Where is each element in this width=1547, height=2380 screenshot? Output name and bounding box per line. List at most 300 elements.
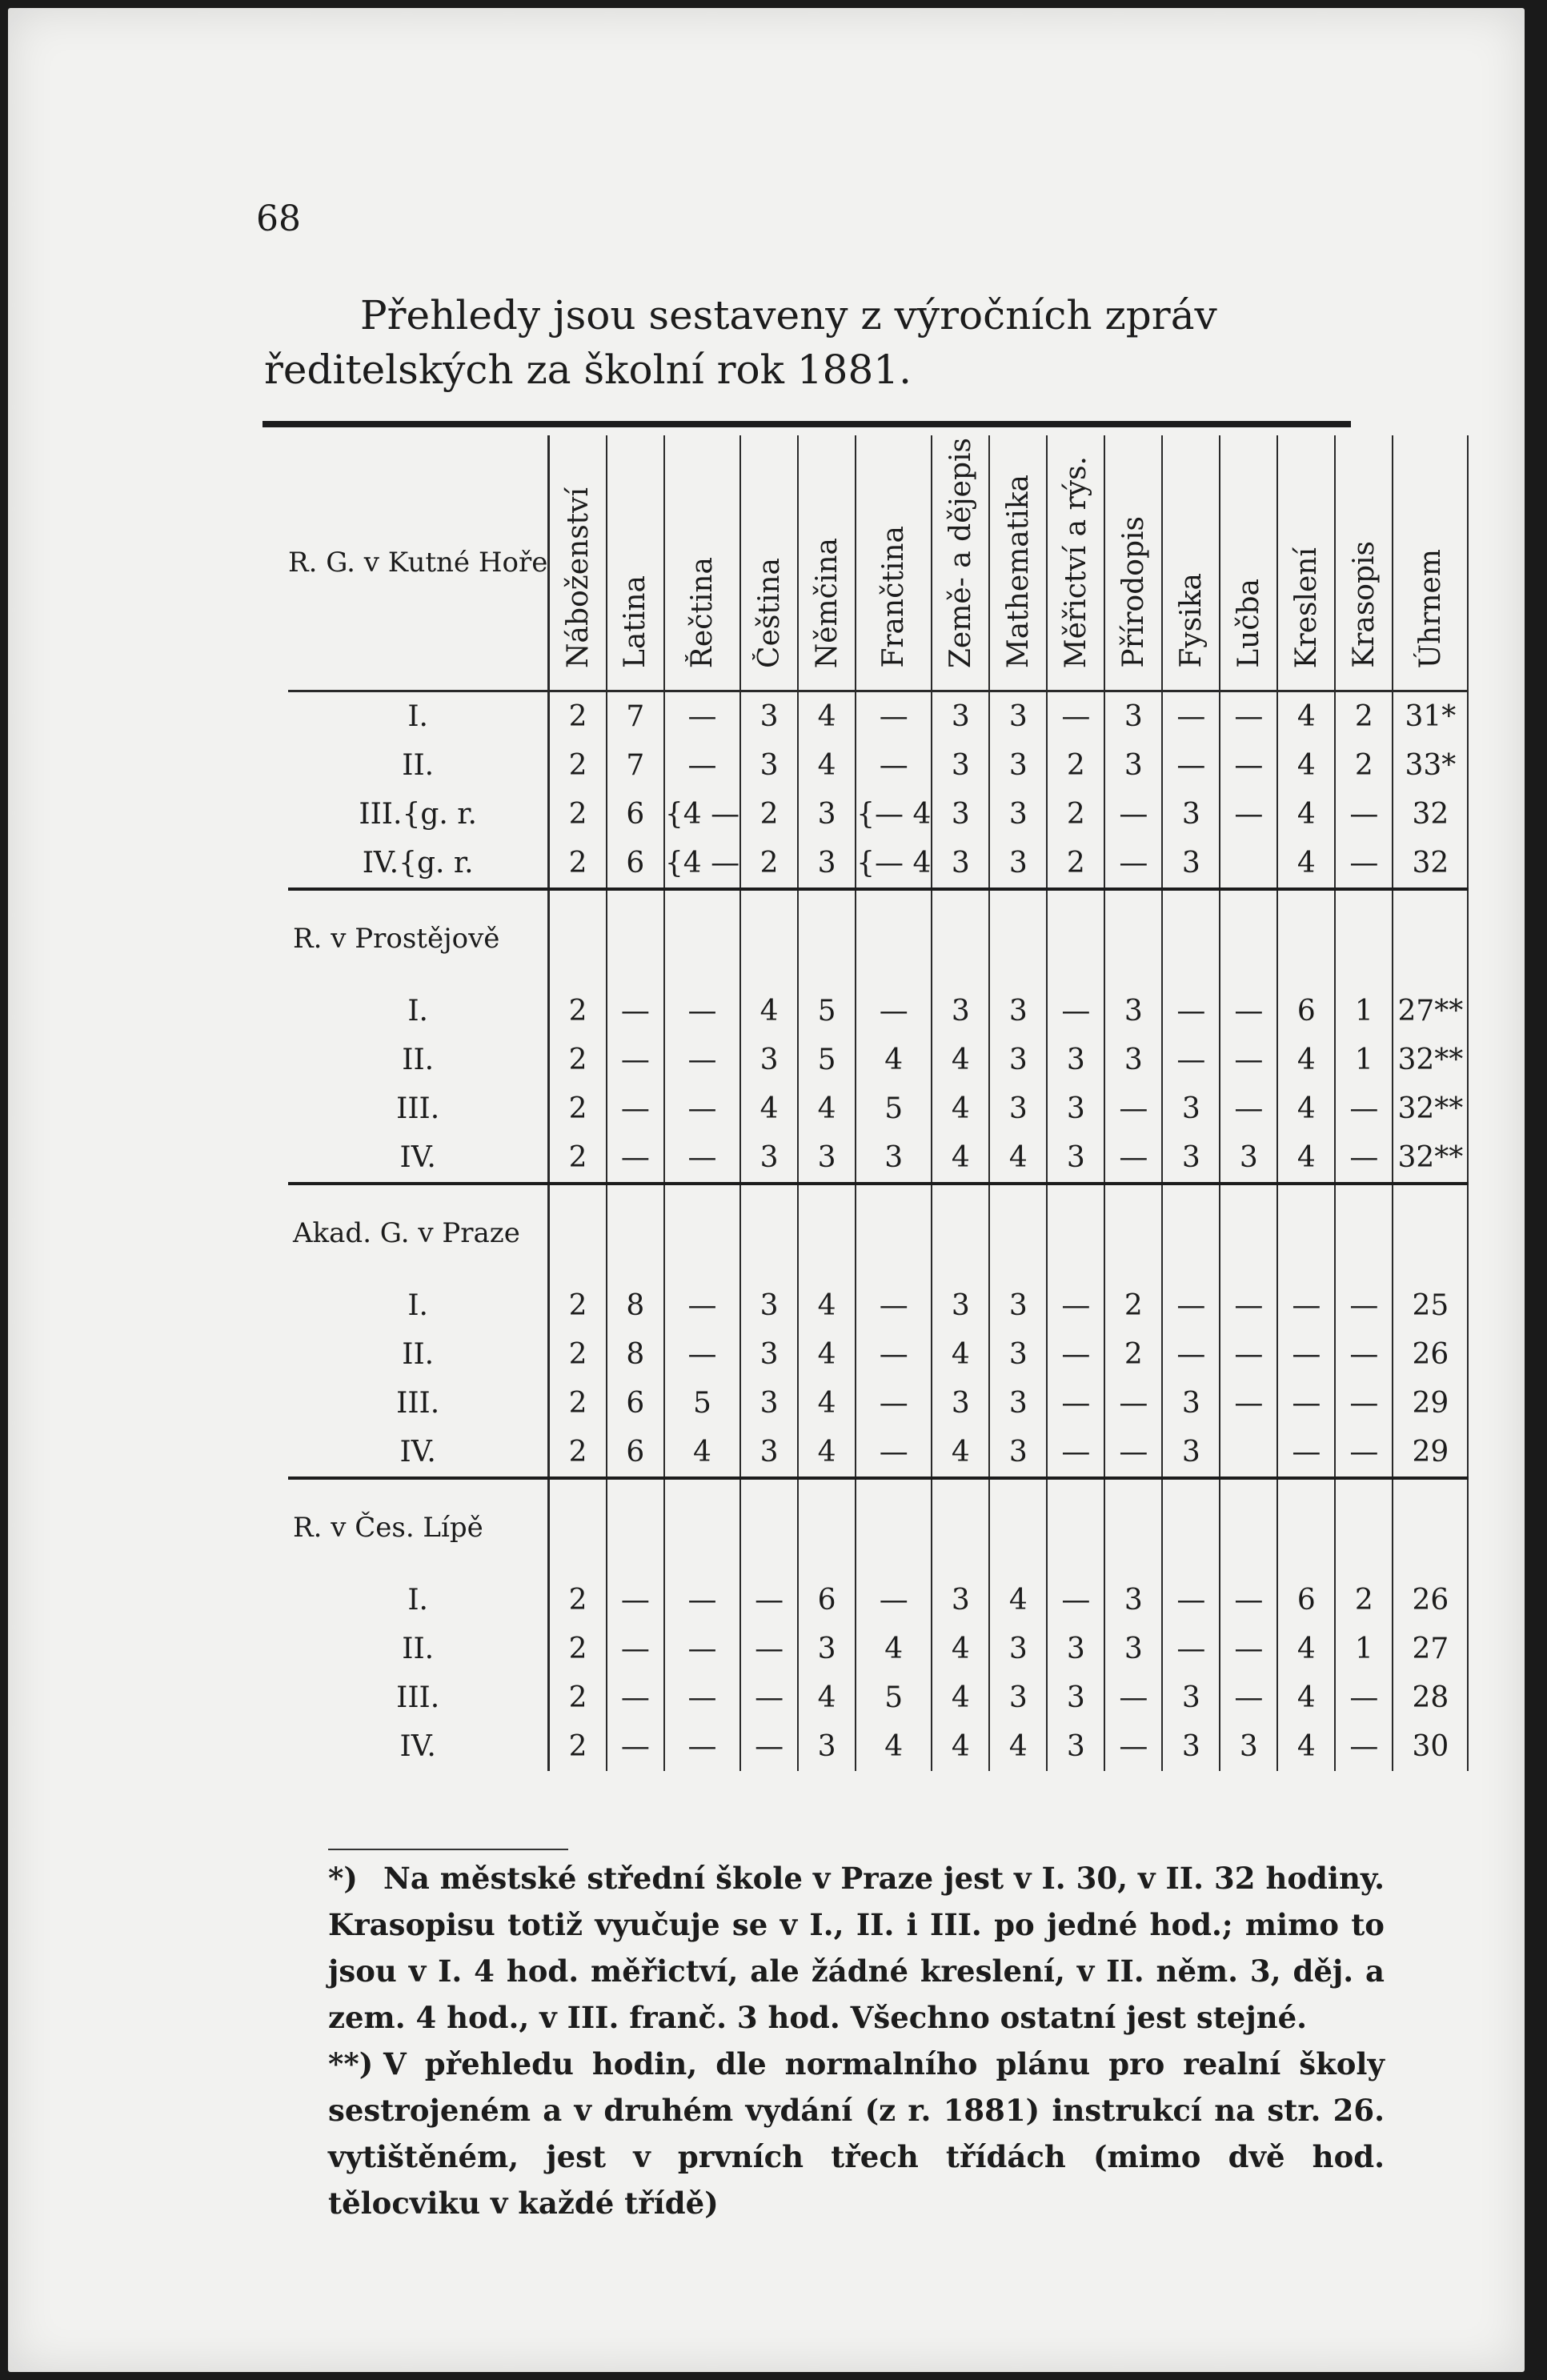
row-label: II. xyxy=(288,1625,549,1673)
col-header: Čeština xyxy=(740,435,798,691)
table-row xyxy=(288,1428,1468,1478)
table-cell: 4 xyxy=(856,1036,932,1084)
table-cell: 5 xyxy=(856,1673,932,1722)
table-cell: 4 xyxy=(798,1330,856,1379)
table-cell: 3 xyxy=(740,1379,798,1428)
group-name: R. v Čes. Lípě xyxy=(288,1478,549,1576)
intro-paragraph: Přehledy jsou sestaveny z výročních zpráv ředitelských za školní rok 1881. xyxy=(264,292,1217,393)
table-cell: — xyxy=(1104,790,1162,839)
table-row xyxy=(288,1133,1468,1184)
table-cell: 26 xyxy=(1393,1330,1468,1379)
table-cell: — xyxy=(1335,1673,1393,1722)
table-cell: 3 xyxy=(1047,1036,1104,1084)
table-cell: — xyxy=(1220,691,1277,742)
table-cell: 3 xyxy=(932,1576,989,1625)
table-cell: 4 xyxy=(798,741,856,790)
table-cell: — xyxy=(1104,1673,1162,1722)
table-cell: 32** xyxy=(1393,1133,1468,1184)
table-row xyxy=(288,1576,1468,1625)
table-cell: 3 xyxy=(740,1281,798,1330)
empty-cell xyxy=(856,1184,932,1281)
table-cell: 3 xyxy=(989,1625,1047,1673)
footnote-mark: **) xyxy=(328,2046,374,2081)
footnote xyxy=(328,1855,1385,2041)
table-cell: {— 4 xyxy=(856,839,932,889)
table-cell: 4 xyxy=(1277,1722,1335,1771)
empty-cell xyxy=(989,1478,1047,1576)
group-name: Akad. G. v Praze xyxy=(288,1184,549,1281)
timetable-table xyxy=(288,435,1469,1771)
table-row xyxy=(288,1330,1468,1379)
col-header: Mathematika xyxy=(989,435,1047,691)
table-cell: — xyxy=(664,1036,740,1084)
table-cell: 6 xyxy=(798,1576,856,1625)
table-cell: 5 xyxy=(856,1084,932,1133)
empty-cell xyxy=(932,1184,989,1281)
table-cell: — xyxy=(1220,1281,1277,1330)
table-cell: 2 xyxy=(549,1084,607,1133)
empty-cell xyxy=(1104,889,1162,987)
table-cell: — xyxy=(664,1722,740,1771)
table-cell: 3 xyxy=(1104,691,1162,742)
table-cell: — xyxy=(1104,1428,1162,1478)
empty-cell xyxy=(1047,1478,1104,1576)
table-cell: — xyxy=(1104,1133,1162,1184)
empty-cell xyxy=(664,889,740,987)
table-cell: — xyxy=(1162,987,1220,1036)
table-cell: 32** xyxy=(1393,1036,1468,1084)
table-cell: 4 xyxy=(798,1281,856,1330)
empty-cell xyxy=(1277,1478,1335,1576)
empty-cell xyxy=(932,1478,989,1576)
table-row xyxy=(288,691,1468,742)
empty-cell xyxy=(1047,1184,1104,1281)
table-cell: 3 xyxy=(1162,1722,1220,1771)
row-label: IV. xyxy=(288,1722,549,1771)
table-cell: 2 xyxy=(549,987,607,1036)
table-cell: 6 xyxy=(1277,987,1335,1036)
table-cell: 3 xyxy=(932,839,989,889)
table-cell: 3 xyxy=(932,1281,989,1330)
empty-cell xyxy=(740,1184,798,1281)
table-cell: 3 xyxy=(989,741,1047,790)
table-cell: 3 xyxy=(1104,987,1162,1036)
table-cell: — xyxy=(1335,1281,1393,1330)
table-cell: 2 xyxy=(1047,839,1104,889)
empty-cell xyxy=(1220,889,1277,987)
table-cell: 3 xyxy=(1047,1673,1104,1722)
table-cell: 2 xyxy=(549,1036,607,1084)
empty-cell xyxy=(740,1478,798,1576)
table-cell: 3 xyxy=(989,1036,1047,1084)
empty-cell xyxy=(989,889,1047,987)
empty-cell xyxy=(1162,1184,1220,1281)
table-cell: 2 xyxy=(549,790,607,839)
table-cell: — xyxy=(1162,1330,1220,1379)
table-cell: — xyxy=(1047,1428,1104,1478)
row-label: II. xyxy=(288,1036,549,1084)
table-cell: 3 xyxy=(1220,1722,1277,1771)
table-cell: 3 xyxy=(1104,741,1162,790)
table-cell: 7 xyxy=(607,691,664,742)
table-cell: 3 xyxy=(740,691,798,742)
row-label: II. xyxy=(288,741,549,790)
group-name: R. v Prostějově xyxy=(288,889,549,987)
col-header: Kreslení xyxy=(1277,435,1335,691)
table-cell: 2 xyxy=(549,1379,607,1428)
col-header: Krasopis xyxy=(1335,435,1393,691)
table-cell: 2 xyxy=(549,1673,607,1722)
table-cell: — xyxy=(607,1084,664,1133)
table-cell: 1 xyxy=(1335,987,1393,1036)
table-cell: 4 xyxy=(932,1722,989,1771)
table-cell: — xyxy=(1162,1281,1220,1330)
table-cell: 3 xyxy=(1162,1133,1220,1184)
table-cell: 3 xyxy=(740,741,798,790)
footnote xyxy=(328,2041,1385,2226)
table-cell: — xyxy=(1277,1281,1335,1330)
table-cell: 3 xyxy=(740,1428,798,1478)
col-header: Latina xyxy=(607,435,664,691)
table-cell: 3 xyxy=(856,1133,932,1184)
empty-cell xyxy=(1162,1478,1220,1576)
table-cell: 6 xyxy=(607,790,664,839)
table-cell: — xyxy=(1047,1281,1104,1330)
table-cell: — xyxy=(607,1576,664,1625)
col-header: Lučba xyxy=(1220,435,1277,691)
table-cell: 4 xyxy=(1277,1133,1335,1184)
table-cell: — xyxy=(1335,1379,1393,1428)
table-cell: 2 xyxy=(549,1625,607,1673)
col-header: Němčina xyxy=(798,435,856,691)
empty-cell xyxy=(932,889,989,987)
table-cell: 2 xyxy=(740,790,798,839)
table-cell: 3 xyxy=(989,1330,1047,1379)
table-cell: — xyxy=(607,987,664,1036)
table-cell: 2 xyxy=(549,741,607,790)
col-header: Náboženství xyxy=(549,435,607,691)
empty-cell xyxy=(607,889,664,987)
table-cell: — xyxy=(664,1576,740,1625)
col-header: Řečtina xyxy=(664,435,740,691)
row-label: III. xyxy=(288,1379,549,1428)
table-cell: 4 xyxy=(1277,1625,1335,1673)
table-cell: 4 xyxy=(1277,691,1335,742)
empty-cell xyxy=(1220,1184,1277,1281)
table-cell: 4 xyxy=(989,1722,1047,1771)
empty-cell xyxy=(1393,889,1468,987)
footnote-text: Na městské střední škole v Praze jest v I. 30, v II. 32 hodiny. Krasopisu totiž vyučuje se v I., II. i III. po jedné hod.; mimo to jsou v I. 4 hod. měřictví, ale žádné kreslení, v II. něm. 3, děj. a zem. 4 hod., v III. franč. 3 hod. Všechno ostatní jest stejné. xyxy=(328,1861,1385,2035)
table-cell: — xyxy=(1335,1133,1393,1184)
table-cell: 3 xyxy=(1162,839,1220,889)
table-cell: 5 xyxy=(798,987,856,1036)
table-cell: 7 xyxy=(607,741,664,790)
table-cell: — xyxy=(1277,1330,1335,1379)
table-cell: — xyxy=(1047,691,1104,742)
table-cell: 29 xyxy=(1393,1379,1468,1428)
table-cell: 4 xyxy=(932,1036,989,1084)
table-cell: 5 xyxy=(798,1036,856,1084)
table-cell: — xyxy=(664,741,740,790)
table-cell: 8 xyxy=(607,1330,664,1379)
table-cell: — xyxy=(1220,790,1277,839)
table-cell: — xyxy=(1162,1036,1220,1084)
table-cell: 3 xyxy=(798,839,856,889)
empty-cell xyxy=(664,1478,740,1576)
empty-cell xyxy=(607,1478,664,1576)
table-cell: 4 xyxy=(1277,1084,1335,1133)
row-label: IV. xyxy=(288,1133,549,1184)
table-cell: — xyxy=(664,1673,740,1722)
table-cell: 4 xyxy=(798,1084,856,1133)
table-cell: 4 xyxy=(932,1428,989,1478)
col-header: Měřictví a rýs. xyxy=(1047,435,1104,691)
table-cell: — xyxy=(856,1330,932,1379)
table-cell: 3 xyxy=(1104,1625,1162,1673)
table-cell: 3 xyxy=(989,1281,1047,1330)
footnote-rule xyxy=(328,1849,568,1850)
empty-cell xyxy=(1104,1478,1162,1576)
table-cell: 4 xyxy=(1277,741,1335,790)
table-cell: 4 xyxy=(932,1625,989,1673)
row-label: IV. xyxy=(288,1428,549,1478)
table-cell: 2 xyxy=(1104,1330,1162,1379)
table-row xyxy=(288,1379,1468,1428)
empty-cell xyxy=(1162,889,1220,987)
footnotes xyxy=(328,1855,1385,2226)
table-cell: 2 xyxy=(1335,1576,1393,1625)
table-cell: 4 xyxy=(1277,839,1335,889)
table-cell: — xyxy=(607,1133,664,1184)
table-cell: — xyxy=(1047,1330,1104,1379)
table-cell: 4 xyxy=(740,1084,798,1133)
table-cell: 2 xyxy=(549,691,607,742)
table-cell: 2 xyxy=(1104,1281,1162,1330)
table-cell: 31* xyxy=(1393,691,1468,742)
empty-cell xyxy=(549,889,607,987)
empty-cell xyxy=(989,1184,1047,1281)
table-cell: 32 xyxy=(1393,839,1468,889)
table-cell: — xyxy=(1220,741,1277,790)
table-cell: 3 xyxy=(798,790,856,839)
table-cell: 3 xyxy=(740,1330,798,1379)
table-cell: 2 xyxy=(1335,741,1393,790)
table-cell: 3 xyxy=(932,1379,989,1428)
table-cell: — xyxy=(1162,1625,1220,1673)
table-row xyxy=(288,1036,1468,1084)
row-label: IV.{g. r. xyxy=(288,839,549,889)
table-cell: 3 xyxy=(1104,1036,1162,1084)
table-cell: 5 xyxy=(664,1379,740,1428)
table-cell: 3 xyxy=(1162,1673,1220,1722)
table-cell: — xyxy=(1047,1379,1104,1428)
table-cell: — xyxy=(664,1133,740,1184)
table-cell: 3 xyxy=(1047,1133,1104,1184)
table-cell: — xyxy=(856,987,932,1036)
empty-cell xyxy=(1104,1184,1162,1281)
col-header: Úhrnem xyxy=(1393,435,1468,691)
empty-cell xyxy=(1277,1184,1335,1281)
col-header: Fysika xyxy=(1162,435,1220,691)
table-cell: 6 xyxy=(607,839,664,889)
table-cell: 3 xyxy=(989,839,1047,889)
table-cell: 3 xyxy=(1162,1379,1220,1428)
table-cell: 32 xyxy=(1393,790,1468,839)
table-cell: 26 xyxy=(1393,1576,1468,1625)
table-cell: 4 xyxy=(798,691,856,742)
empty-cell xyxy=(856,1478,932,1576)
table-cell: 4 xyxy=(932,1330,989,1379)
table-cell: 2 xyxy=(1047,790,1104,839)
table-cell: — xyxy=(1220,1084,1277,1133)
table-cell: 28 xyxy=(1393,1673,1468,1722)
empty-cell xyxy=(1335,1184,1393,1281)
row-label: I. xyxy=(288,1576,549,1625)
table-cell: 33* xyxy=(1393,741,1468,790)
table-cell: — xyxy=(1047,1576,1104,1625)
table-cell: 3 xyxy=(1162,1084,1220,1133)
table-cell: {— 4 xyxy=(856,790,932,839)
table-cell: 4 xyxy=(932,1673,989,1722)
empty-cell xyxy=(1277,889,1335,987)
row-label: I. xyxy=(288,1281,549,1330)
table-cell: 4 xyxy=(856,1625,932,1673)
row-label: II. xyxy=(288,1330,549,1379)
table-cell: 2 xyxy=(549,1576,607,1625)
table-cell: — xyxy=(1220,1625,1277,1673)
table-cell: 4 xyxy=(1277,790,1335,839)
table-cell: 2 xyxy=(549,1428,607,1478)
header-row xyxy=(288,435,1468,691)
table-cell: — xyxy=(1220,1330,1277,1379)
table-cell: — xyxy=(1335,1330,1393,1379)
table-top-rule xyxy=(263,421,1351,427)
row-label: III. xyxy=(288,1084,549,1133)
table-cell: — xyxy=(1162,691,1220,742)
table-cell: — xyxy=(1104,1084,1162,1133)
table-cell: — xyxy=(740,1673,798,1722)
table-cell: 3 xyxy=(1047,1625,1104,1673)
table-cell: 27 xyxy=(1393,1625,1468,1673)
table-row xyxy=(288,1084,1468,1133)
table-cell: — xyxy=(1047,987,1104,1036)
table-cell: — xyxy=(664,691,740,742)
empty-cell xyxy=(798,1478,856,1576)
empty-cell xyxy=(740,889,798,987)
empty-cell xyxy=(856,889,932,987)
table-cell: — xyxy=(1335,839,1393,889)
table-cell: 3 xyxy=(740,1036,798,1084)
table-cell: 4 xyxy=(798,1379,856,1428)
table-cell: — xyxy=(1335,1084,1393,1133)
table-cell: 4 xyxy=(932,1084,989,1133)
table-cell: 4 xyxy=(664,1428,740,1478)
page xyxy=(8,8,1525,2372)
table-cell: 2 xyxy=(549,839,607,889)
row-label: III.{g. r. xyxy=(288,790,549,839)
table-row xyxy=(288,1625,1468,1673)
table-cell: — xyxy=(856,1281,932,1330)
table-cell: 3 xyxy=(989,1428,1047,1478)
table-cell: — xyxy=(1220,1576,1277,1625)
table-cell: 3 xyxy=(1162,790,1220,839)
table-cell: 25 xyxy=(1393,1281,1468,1330)
table-cell: — xyxy=(856,1428,932,1478)
table-cell: — xyxy=(607,1036,664,1084)
table-cell: 2 xyxy=(1047,741,1104,790)
table-cell: 3 xyxy=(989,987,1047,1036)
table-cell: — xyxy=(1335,1722,1393,1771)
table-cell: 1 xyxy=(1335,1036,1393,1084)
table-row xyxy=(288,1673,1468,1722)
table-cell: — xyxy=(1220,1379,1277,1428)
table-cell: 4 xyxy=(1277,1673,1335,1722)
empty-cell xyxy=(798,889,856,987)
footnote-text: V přehledu hodin, dle normalního plánu pro realní školy sestrojeném a v druhém vydání (z r. 1881) instrukcí na str. 26. vytištěném, jest v prvních třech třídách (mimo dvě hod. tělocviku v každé třídě) xyxy=(328,2046,1385,2221)
table-cell: — xyxy=(1220,1673,1277,1722)
table-cell: — xyxy=(1277,1428,1335,1478)
table-cell: 4 xyxy=(798,1673,856,1722)
table-cell: 3 xyxy=(798,1133,856,1184)
table-cell: 3 xyxy=(989,1084,1047,1133)
table-cell: {4 — xyxy=(664,790,740,839)
empty-cell xyxy=(664,1184,740,1281)
table-cell: 3 xyxy=(1162,1428,1220,1478)
empty-cell xyxy=(1335,889,1393,987)
table-cell: 3 xyxy=(932,987,989,1036)
table-cell: — xyxy=(664,987,740,1036)
table-cell: — xyxy=(1104,1379,1162,1428)
table-cell: 3 xyxy=(932,691,989,742)
table-cell: 4 xyxy=(932,1133,989,1184)
table-cell: — xyxy=(740,1722,798,1771)
table-cell: — xyxy=(607,1625,664,1673)
table-cell xyxy=(1220,839,1277,889)
table-cell: 3 xyxy=(1047,1084,1104,1133)
table-cell: 3 xyxy=(989,691,1047,742)
empty-cell xyxy=(1220,1478,1277,1576)
table-cell: {4 — xyxy=(664,839,740,889)
empty-cell xyxy=(549,1184,607,1281)
table-row xyxy=(288,839,1468,889)
table-cell: — xyxy=(1162,741,1220,790)
col-header: Země- a dějepis xyxy=(932,435,989,691)
timetable-table-wrap xyxy=(288,435,1469,1771)
table-cell: — xyxy=(664,1330,740,1379)
group-header-row xyxy=(288,889,1468,987)
row-label: III. xyxy=(288,1673,549,1722)
table-cell: 4 xyxy=(1277,1036,1335,1084)
table-cell: — xyxy=(1104,839,1162,889)
col-header: Frančtina xyxy=(856,435,932,691)
table-cell: — xyxy=(607,1722,664,1771)
table-cell: 2 xyxy=(1335,691,1393,742)
empty-cell xyxy=(607,1184,664,1281)
table-cell: 3 xyxy=(989,790,1047,839)
table-cell: 2 xyxy=(549,1722,607,1771)
table-cell: 2 xyxy=(740,839,798,889)
table-cell: 32** xyxy=(1393,1084,1468,1133)
table-row xyxy=(288,790,1468,839)
empty-cell xyxy=(1335,1478,1393,1576)
empty-cell xyxy=(1393,1478,1468,1576)
table-cell: 3 xyxy=(740,1133,798,1184)
table-cell: 4 xyxy=(740,987,798,1036)
table-cell: 3 xyxy=(1104,1576,1162,1625)
table-cell: 4 xyxy=(856,1722,932,1771)
table-row xyxy=(288,741,1468,790)
table-row xyxy=(288,1722,1468,1771)
